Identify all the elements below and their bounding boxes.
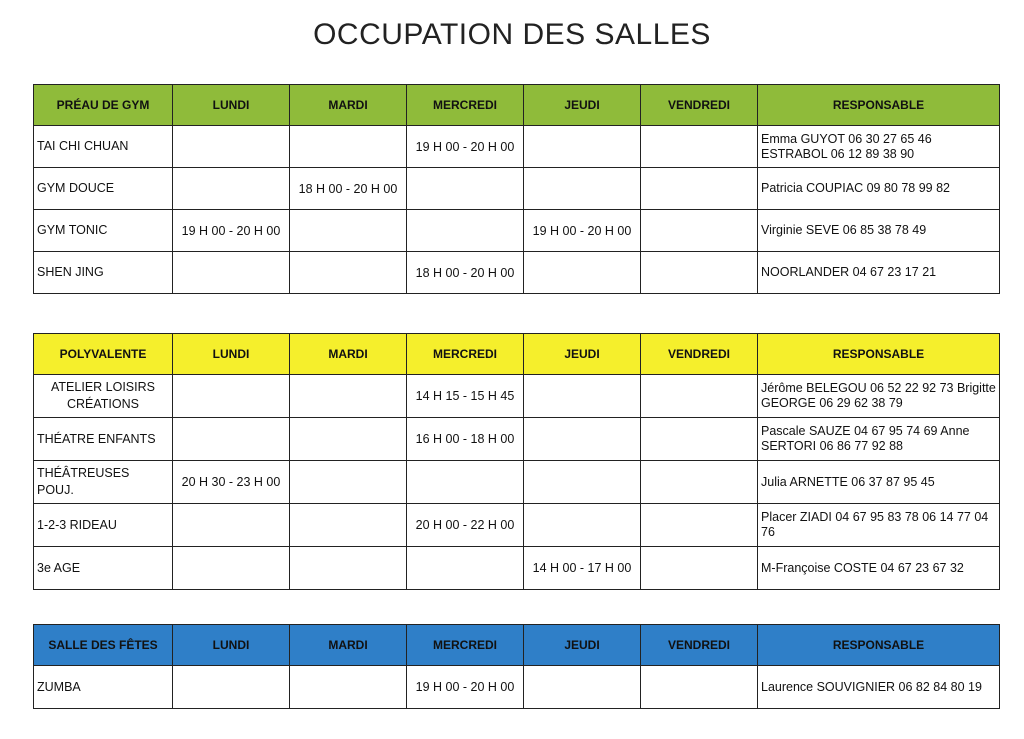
tuesday-cell bbox=[290, 504, 407, 547]
table-row bbox=[34, 418, 1000, 461]
table-header-row bbox=[34, 625, 1000, 666]
responsible-cell: Patricia COUPIAC 09 80 78 99 82 bbox=[758, 168, 1000, 210]
friday-cell bbox=[641, 168, 758, 210]
column-header-thursday: JEUDI bbox=[524, 625, 641, 666]
column-header-friday: VENDREDI bbox=[641, 85, 758, 126]
tuesday-cell bbox=[290, 461, 407, 504]
friday-cell bbox=[641, 252, 758, 294]
activity-cell: THÉÂTREUSES POUJ. bbox=[34, 461, 173, 504]
friday-cell bbox=[641, 547, 758, 590]
column-header-monday: LUNDI bbox=[173, 85, 290, 126]
column-header-room: PRÉAU DE GYM bbox=[34, 85, 173, 126]
wednesday-cell bbox=[407, 168, 524, 210]
responsible-cell: Jérôme BELEGOU 06 52 22 92 73 Brigitte GEORGE 06 29 62 38 79 bbox=[758, 375, 1000, 418]
monday-cell bbox=[173, 252, 290, 294]
activity-cell: ZUMBA bbox=[34, 666, 173, 709]
column-header-room: SALLE DES FÊTES bbox=[34, 625, 173, 666]
activity-cell: THÉATRE ENFANTS bbox=[34, 418, 173, 461]
column-header-monday: LUNDI bbox=[173, 625, 290, 666]
column-header-responsible: RESPONSABLE bbox=[758, 334, 1000, 375]
schedule-table-polyvalente bbox=[33, 333, 1000, 590]
monday-cell bbox=[173, 418, 290, 461]
monday-cell: 19 H 00 - 20 H 00 bbox=[173, 210, 290, 252]
column-header-wednesday: MERCREDI bbox=[407, 85, 524, 126]
responsible-cell: NOORLANDER 04 67 23 17 21 bbox=[758, 252, 1000, 294]
table-row bbox=[34, 252, 1000, 294]
monday-cell bbox=[173, 168, 290, 210]
wednesday-cell: 20 H 00 - 22 H 00 bbox=[407, 504, 524, 547]
wednesday-cell bbox=[407, 461, 524, 504]
monday-cell bbox=[173, 504, 290, 547]
activity-cell: 3e AGE bbox=[34, 547, 173, 590]
activity-cell: TAI CHI CHUAN bbox=[34, 126, 173, 168]
column-header-responsible: RESPONSABLE bbox=[758, 85, 1000, 126]
monday-cell bbox=[173, 547, 290, 590]
table-header-row bbox=[34, 334, 1000, 375]
table-row bbox=[34, 461, 1000, 504]
tuesday-cell bbox=[290, 126, 407, 168]
thursday-cell bbox=[524, 252, 641, 294]
responsible-cell: Julia ARNETTE 06 37 87 95 45 bbox=[758, 461, 1000, 504]
page-title: OCCUPATION DES SALLES bbox=[313, 18, 711, 51]
column-header-tuesday: MARDI bbox=[290, 625, 407, 666]
thursday-cell bbox=[524, 461, 641, 504]
table-row bbox=[34, 126, 1000, 168]
thursday-cell bbox=[524, 666, 641, 709]
tuesday-cell bbox=[290, 210, 407, 252]
friday-cell bbox=[641, 126, 758, 168]
column-header-tuesday: MARDI bbox=[290, 334, 407, 375]
table-row bbox=[34, 547, 1000, 590]
friday-cell bbox=[641, 504, 758, 547]
table-row bbox=[34, 504, 1000, 547]
responsible-cell: Placer ZIADI 04 67 95 83 78 06 14 77 04 76 bbox=[758, 504, 1000, 547]
table-row bbox=[34, 210, 1000, 252]
tuesday-cell: 18 H 00 - 20 H 00 bbox=[290, 168, 407, 210]
thursday-cell bbox=[524, 504, 641, 547]
thursday-cell bbox=[524, 126, 641, 168]
column-header-friday: VENDREDI bbox=[641, 334, 758, 375]
column-header-room: POLYVALENTE bbox=[34, 334, 173, 375]
column-header-thursday: JEUDI bbox=[524, 334, 641, 375]
monday-cell bbox=[173, 666, 290, 709]
wednesday-cell bbox=[407, 210, 524, 252]
column-header-responsible: RESPONSABLE bbox=[758, 625, 1000, 666]
table-header-row bbox=[34, 85, 1000, 126]
activity-cell: ATELIER LOISIRS CRÉATIONS bbox=[34, 375, 173, 418]
friday-cell bbox=[641, 375, 758, 418]
responsible-cell: M-Françoise COSTE 04 67 23 67 32 bbox=[758, 547, 1000, 590]
tuesday-cell bbox=[290, 547, 407, 590]
column-header-wednesday: MERCREDI bbox=[407, 334, 524, 375]
tuesday-cell bbox=[290, 666, 407, 709]
wednesday-cell: 16 H 00 - 18 H 00 bbox=[407, 418, 524, 461]
wednesday-cell: 19 H 00 - 20 H 00 bbox=[407, 666, 524, 709]
column-header-friday: VENDREDI bbox=[641, 625, 758, 666]
responsible-cell: Emma GUYOT 06 30 27 65 46 ESTRABOL 06 12 89 38 90 bbox=[758, 126, 1000, 168]
responsible-cell: Laurence SOUVIGNIER 06 82 84 80 19 bbox=[758, 666, 1000, 709]
monday-cell: 20 H 30 - 23 H 00 bbox=[173, 461, 290, 504]
schedule-table-salle-des-fetes bbox=[33, 624, 1000, 709]
activity-cell: 1-2-3 RIDEAU bbox=[34, 504, 173, 547]
responsible-cell: Virginie SEVE 06 85 38 78 49 bbox=[758, 210, 1000, 252]
friday-cell bbox=[641, 210, 758, 252]
column-header-tuesday: MARDI bbox=[290, 85, 407, 126]
friday-cell bbox=[641, 418, 758, 461]
schedule-table-preau-de-gym bbox=[33, 84, 1000, 294]
wednesday-cell bbox=[407, 547, 524, 590]
wednesday-cell: 18 H 00 - 20 H 00 bbox=[407, 252, 524, 294]
monday-cell bbox=[173, 375, 290, 418]
tuesday-cell bbox=[290, 375, 407, 418]
friday-cell bbox=[641, 666, 758, 709]
thursday-cell bbox=[524, 418, 641, 461]
table-row bbox=[34, 168, 1000, 210]
activity-cell: GYM TONIC bbox=[34, 210, 173, 252]
column-header-wednesday: MERCREDI bbox=[407, 625, 524, 666]
table-row bbox=[34, 375, 1000, 418]
monday-cell bbox=[173, 126, 290, 168]
responsible-cell: Pascale SAUZE 04 67 95 74 69 Anne SERTORI 06 86 77 92 88 bbox=[758, 418, 1000, 461]
table-row bbox=[34, 666, 1000, 709]
column-header-thursday: JEUDI bbox=[524, 85, 641, 126]
wednesday-cell: 19 H 00 - 20 H 00 bbox=[407, 126, 524, 168]
thursday-cell bbox=[524, 375, 641, 418]
wednesday-cell: 14 H 15 - 15 H 45 bbox=[407, 375, 524, 418]
friday-cell bbox=[641, 461, 758, 504]
tuesday-cell bbox=[290, 252, 407, 294]
tuesday-cell bbox=[290, 418, 407, 461]
thursday-cell bbox=[524, 168, 641, 210]
thursday-cell: 19 H 00 - 20 H 00 bbox=[524, 210, 641, 252]
activity-cell: GYM DOUCE bbox=[34, 168, 173, 210]
thursday-cell: 14 H 00 - 17 H 00 bbox=[524, 547, 641, 590]
activity-cell: SHEN JING bbox=[34, 252, 173, 294]
column-header-monday: LUNDI bbox=[173, 334, 290, 375]
